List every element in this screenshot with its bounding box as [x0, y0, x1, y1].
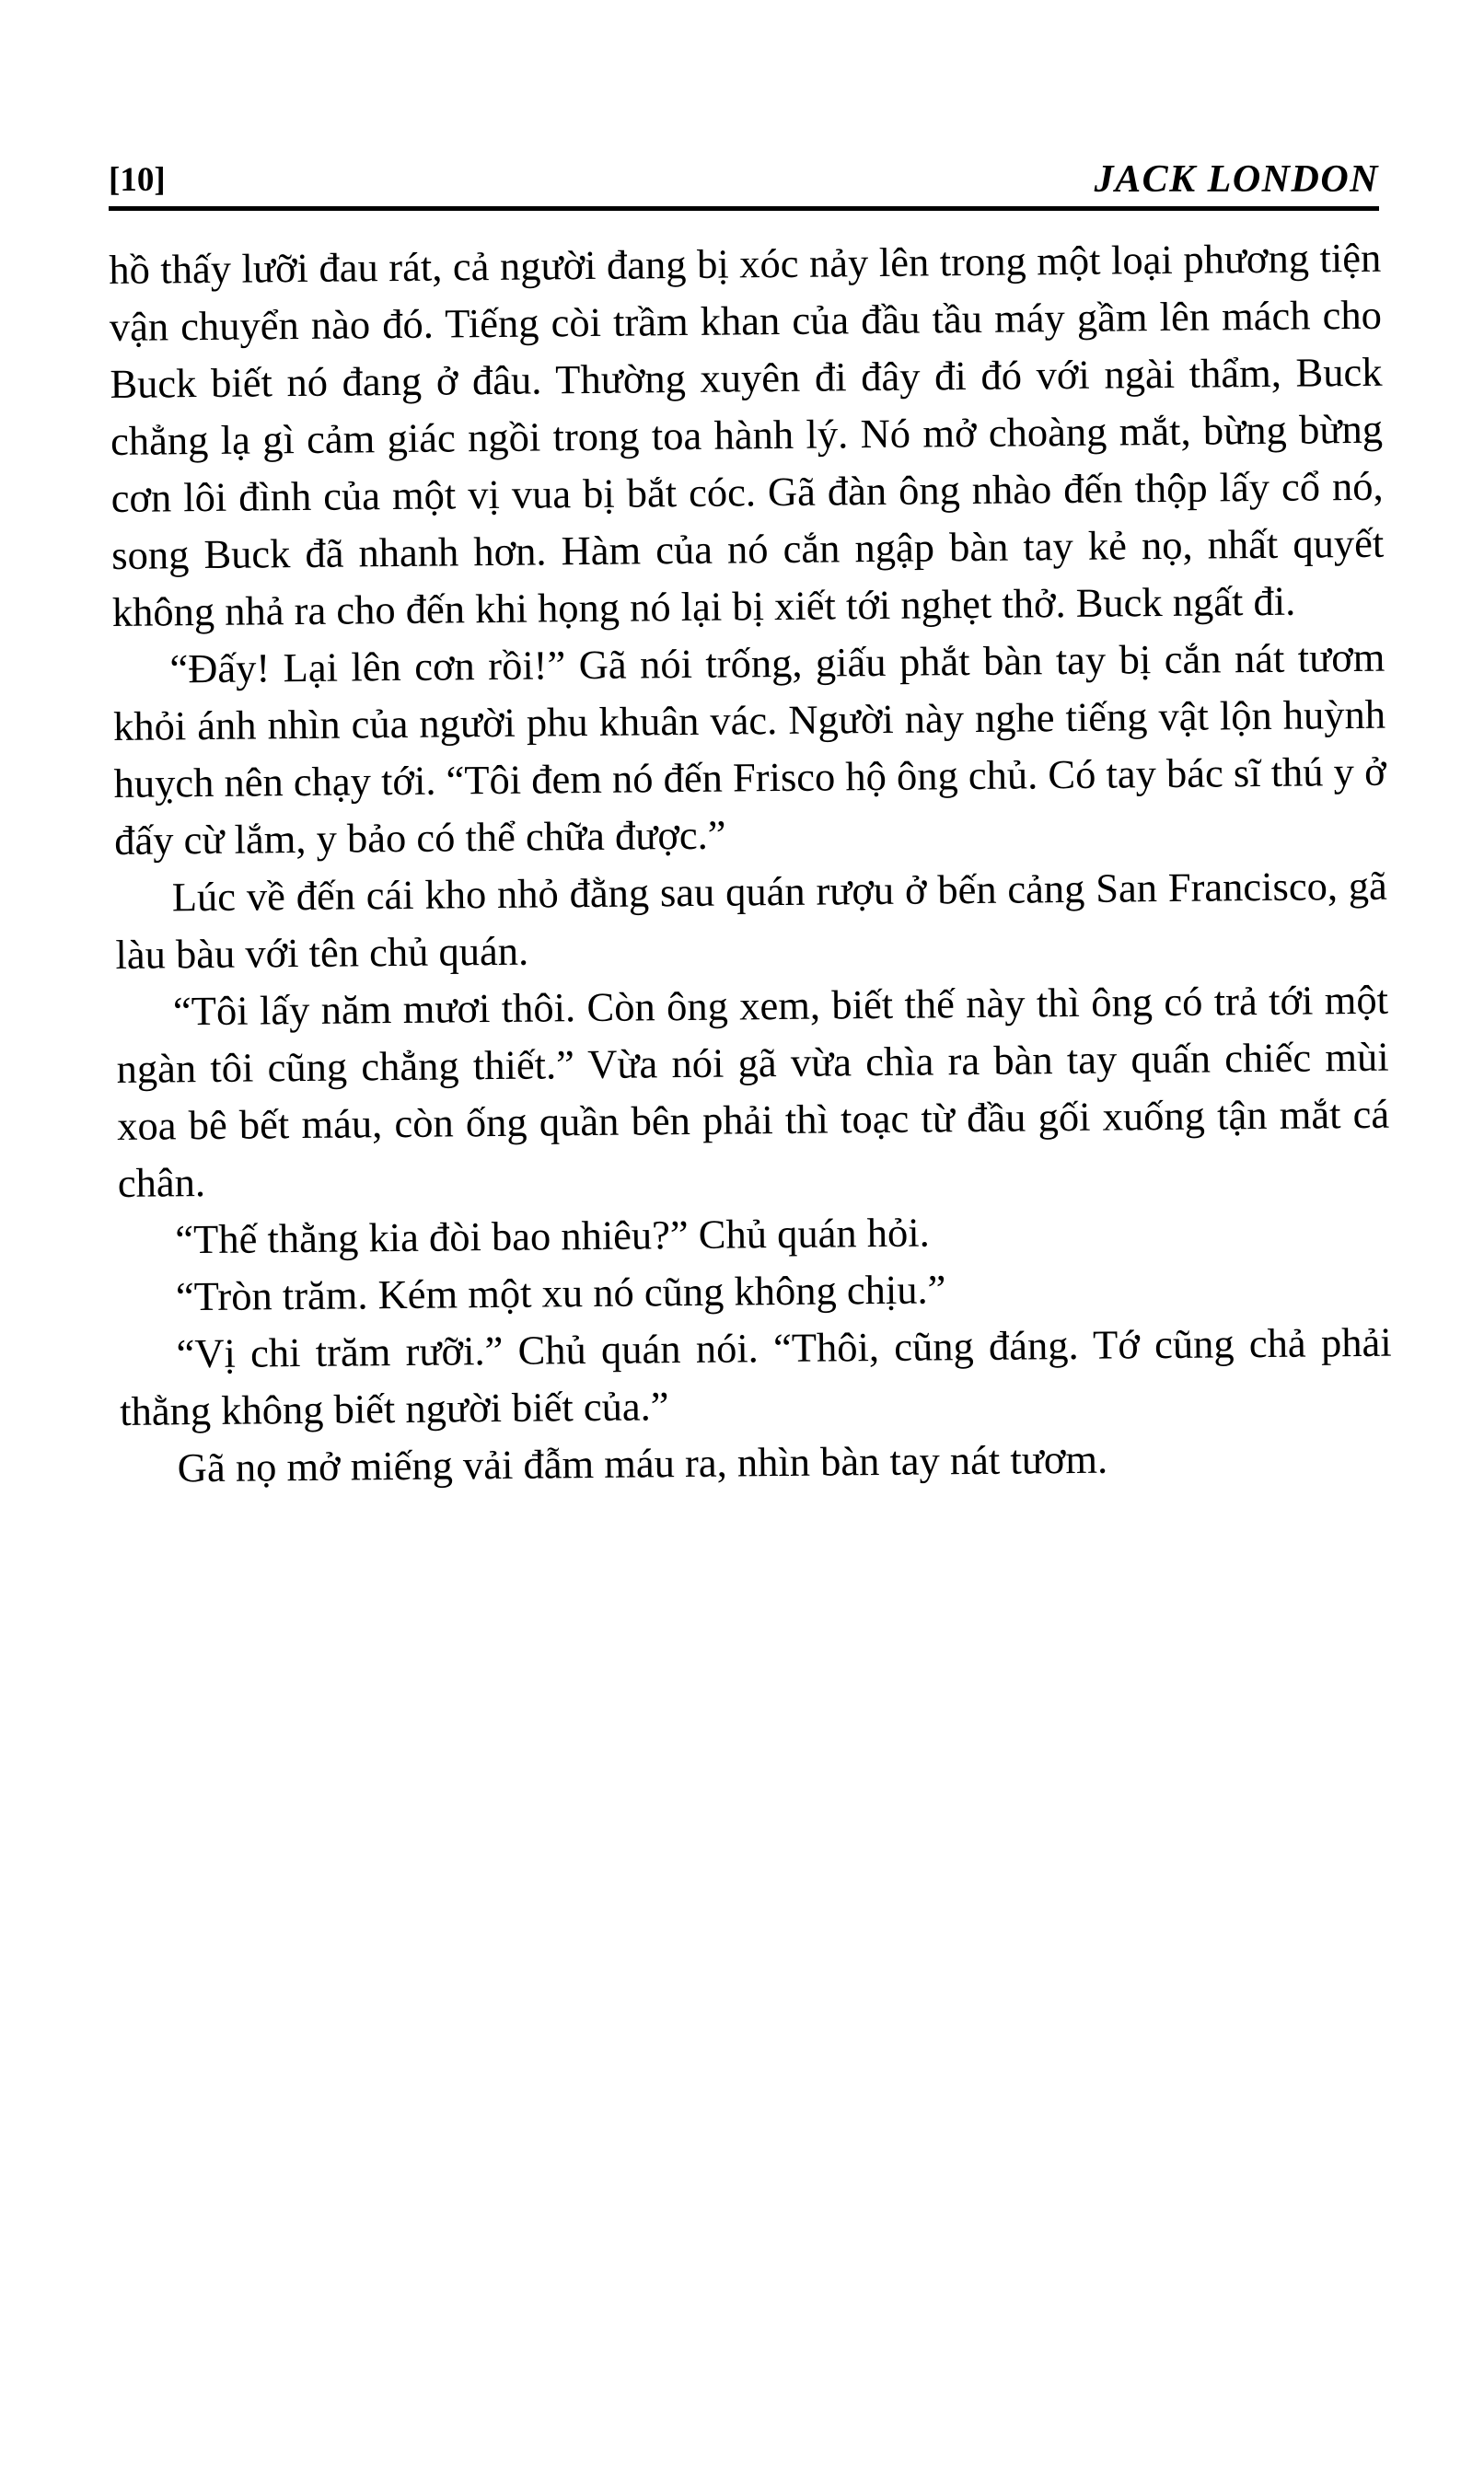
paragraph: hồ thấy lưỡi đau rát, cả người đang bị xóc nảy lên trong một loại phương tiện vận chuyển nào đó. Tiếng còi trầm khan của đầu tầu máy gầm lên mách cho Buck biết nó đang ở đâu. Thường xuyên đi đây đi đó với ngài thẩm, Buck chẳng lạ gì cảm giác ngồi trong toa hành lý. Nó mở choàng mắt, bừng bừng cơn lôi đình của một vị vua bị bắt cóc. Gã đàn ông nhào đến thộp lấy cổ nó, song Buck đã nhanh hơn. Hàm của nó cắn ngập bàn tay kẻ nọ, nhất quyết không nhả ra cho đến khi họng nó lại bị xiết tới nghẹt thở. Buck ngất đi. [109, 234, 1385, 635]
page-folio: [10] [109, 161, 166, 199]
paragraph: “Vị chi trăm rưỡi.” Chủ quán nói. “Thôi, cũng đáng. Tớ cũng chả phải thằng không biết người biết của.” [119, 1318, 1392, 1434]
paragraph: “Tôi lấy năm mươi thôi. Còn ông xem, biết thế này thì ông có trả tới một ngàn tôi cũng chẳng thiết.” Vừa nói gã vừa chìa ra bàn tay quấn chiếc mùi xoa bê bết máu, còn ống quần bên phải thì toạc từ đầu gối xuống tận mắt cá chân. [116, 976, 1390, 1206]
paragraph: “Tròn trăm. Kém một xu nó cũng không chịu.” [175, 1266, 946, 1320]
paragraph: “Thế thằng kia đòi bao nhiêu?” Chủ quán hỏi. [175, 1209, 930, 1263]
paragraph: Gã nọ mở miếng vải đẫm máu ra, nhìn bàn tay nát tươm. [177, 1435, 1108, 1491]
page-body [109, 229, 1393, 1497]
header-divider [109, 206, 1379, 211]
running-title: JACK LONDON [1094, 158, 1379, 201]
paragraph: Lúc về đến cái kho nhỏ đằng sau quán rượu ở bến cảng San Francisco, gã làu bàu với tên chủ quán. [115, 862, 1388, 978]
paragraph: “Đấy! Lại lên cơn rồi!” Gã nói trống, giấu phắt bàn tay bị cắn nát tươm khỏi ánh nhìn của người phu khuân vác. Người này nghe tiếng vật lộn huỳnh huỵch nên chạy tới. “Tôi đem nó đến Frisco hộ ông chủ. Có tay bác sĩ thú y ở đấy cừ lắm, y bảo có thể chữa được.” [112, 633, 1386, 864]
page-header [109, 120, 1379, 203]
